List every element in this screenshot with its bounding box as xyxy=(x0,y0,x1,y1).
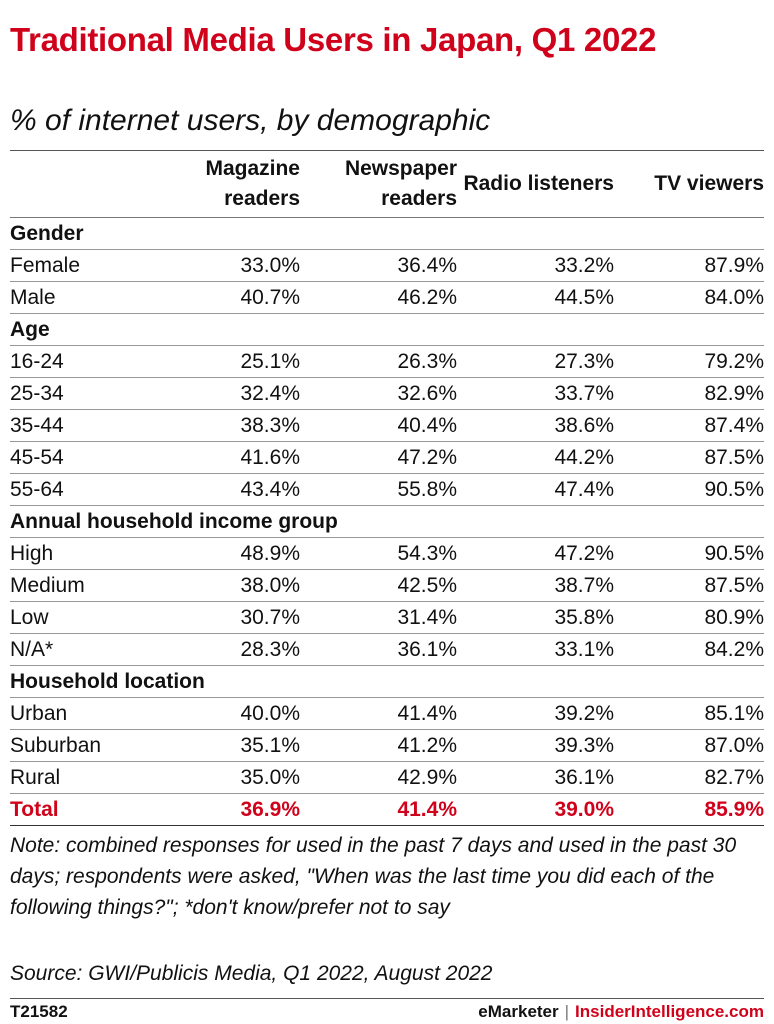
group-label: Age xyxy=(10,314,764,346)
value-cell: 87.0% xyxy=(614,730,764,762)
header-empty xyxy=(10,151,188,218)
value-cell: 38.0% xyxy=(188,570,300,602)
value-cell: 42.5% xyxy=(300,570,457,602)
value-cell: 33.2% xyxy=(457,250,614,282)
value-cell: 41.2% xyxy=(300,730,457,762)
value-cell: 30.7% xyxy=(188,602,300,634)
value-cell: 82.9% xyxy=(614,378,764,410)
value-cell: 84.0% xyxy=(614,282,764,314)
value-cell: 32.6% xyxy=(300,378,457,410)
total-value-cell: 41.4% xyxy=(300,794,457,826)
row-label: Female xyxy=(10,250,188,282)
chart-subtitle: % of internet users, by demographic xyxy=(10,104,491,137)
table-row xyxy=(10,442,764,474)
group-header-row xyxy=(10,666,764,698)
table-row xyxy=(10,474,764,506)
value-cell: 87.5% xyxy=(614,442,764,474)
group-label: Gender xyxy=(10,218,764,250)
value-cell: 55.8% xyxy=(300,474,457,506)
chart-id: T21582 xyxy=(10,1002,68,1021)
table-row xyxy=(10,730,764,762)
value-cell: 35.0% xyxy=(188,762,300,794)
table-row xyxy=(10,378,764,410)
row-label: Male xyxy=(10,282,188,314)
table-row xyxy=(10,250,764,282)
row-label: Low xyxy=(10,602,188,634)
brand-emarketer: eMarketer xyxy=(478,1002,559,1021)
value-cell: 44.5% xyxy=(457,282,614,314)
table-row xyxy=(10,346,764,378)
value-cell: 87.4% xyxy=(614,410,764,442)
group-label: Household location xyxy=(10,666,764,698)
value-cell: 36.4% xyxy=(300,250,457,282)
row-label: 35-44 xyxy=(10,410,188,442)
value-cell: 27.3% xyxy=(457,346,614,378)
value-cell: 41.4% xyxy=(300,698,457,730)
column-header: Magazine readers xyxy=(188,151,300,218)
column-header: Radio listeners xyxy=(457,151,614,218)
footer-divider xyxy=(10,998,764,999)
value-cell: 85.1% xyxy=(614,698,764,730)
value-cell: 42.9% xyxy=(300,762,457,794)
table-row xyxy=(10,698,764,730)
total-label: Total xyxy=(10,794,188,826)
value-cell: 46.2% xyxy=(300,282,457,314)
brand-insiderintelligence: InsiderIntelligence.com xyxy=(575,1002,764,1021)
row-label: N/A* xyxy=(10,634,188,666)
value-cell: 41.6% xyxy=(188,442,300,474)
group-header-row xyxy=(10,314,764,346)
value-cell: 47.4% xyxy=(457,474,614,506)
value-cell: 35.1% xyxy=(188,730,300,762)
value-cell: 44.2% xyxy=(457,442,614,474)
value-cell: 40.4% xyxy=(300,410,457,442)
value-cell: 82.7% xyxy=(614,762,764,794)
value-cell: 36.1% xyxy=(457,762,614,794)
value-cell: 84.2% xyxy=(614,634,764,666)
value-cell: 79.2% xyxy=(614,346,764,378)
footer-brand xyxy=(478,1002,764,1022)
table-row xyxy=(10,410,764,442)
row-label: High xyxy=(10,538,188,570)
table-row xyxy=(10,570,764,602)
chart-source: Source: GWI/Publicis Media, Q1 2022, August 2022 xyxy=(10,962,493,985)
value-cell: 38.3% xyxy=(188,410,300,442)
table-row xyxy=(10,538,764,570)
row-label: Medium xyxy=(10,570,188,602)
value-cell: 33.1% xyxy=(457,634,614,666)
group-header-row xyxy=(10,506,764,538)
total-value-cell: 39.0% xyxy=(457,794,614,826)
row-label: Rural xyxy=(10,762,188,794)
value-cell: 38.6% xyxy=(457,410,614,442)
table-row xyxy=(10,634,764,666)
value-cell: 54.3% xyxy=(300,538,457,570)
value-cell: 40.7% xyxy=(188,282,300,314)
value-cell: 28.3% xyxy=(188,634,300,666)
value-cell: 36.1% xyxy=(300,634,457,666)
chart-title: Traditional Media Users in Japan, Q1 2022 xyxy=(10,21,657,58)
row-label: 45-54 xyxy=(10,442,188,474)
table-body xyxy=(10,218,764,826)
value-cell: 33.0% xyxy=(188,250,300,282)
table-row xyxy=(10,602,764,634)
group-label: Annual household income group xyxy=(10,506,764,538)
value-cell: 80.9% xyxy=(614,602,764,634)
row-label: 25-34 xyxy=(10,378,188,410)
row-label: Suburban xyxy=(10,730,188,762)
value-cell: 87.9% xyxy=(614,250,764,282)
value-cell: 26.3% xyxy=(300,346,457,378)
value-cell: 39.3% xyxy=(457,730,614,762)
value-cell: 38.7% xyxy=(457,570,614,602)
row-label: 55-64 xyxy=(10,474,188,506)
value-cell: 87.5% xyxy=(614,570,764,602)
total-value-cell: 36.9% xyxy=(188,794,300,826)
value-cell: 90.5% xyxy=(614,474,764,506)
value-cell: 90.5% xyxy=(614,538,764,570)
group-header-row xyxy=(10,218,764,250)
value-cell: 43.4% xyxy=(188,474,300,506)
total-value-cell: 85.9% xyxy=(614,794,764,826)
row-label: 16-24 xyxy=(10,346,188,378)
value-cell: 40.0% xyxy=(188,698,300,730)
value-cell: 48.9% xyxy=(188,538,300,570)
table-row xyxy=(10,762,764,794)
value-cell: 33.7% xyxy=(457,378,614,410)
value-cell: 25.1% xyxy=(188,346,300,378)
column-header: Newspaper readers xyxy=(300,151,457,218)
header-row xyxy=(10,151,764,218)
value-cell: 47.2% xyxy=(457,538,614,570)
value-cell: 47.2% xyxy=(300,442,457,474)
value-cell: 39.2% xyxy=(457,698,614,730)
value-cell: 35.8% xyxy=(457,602,614,634)
chart-note: Note: combined responses for used in the past 7 days and used in the past 30 days; respondents were asked, "When was the last time you did each of the following things?"; *don't know/prefer not to say xyxy=(10,834,737,919)
row-label: Urban xyxy=(10,698,188,730)
data-table xyxy=(10,151,764,826)
column-header: TV viewers xyxy=(614,151,764,218)
brand-separator: | xyxy=(564,1002,570,1021)
table-row xyxy=(10,282,764,314)
value-cell: 31.4% xyxy=(300,602,457,634)
total-row xyxy=(10,794,764,826)
value-cell: 32.4% xyxy=(188,378,300,410)
